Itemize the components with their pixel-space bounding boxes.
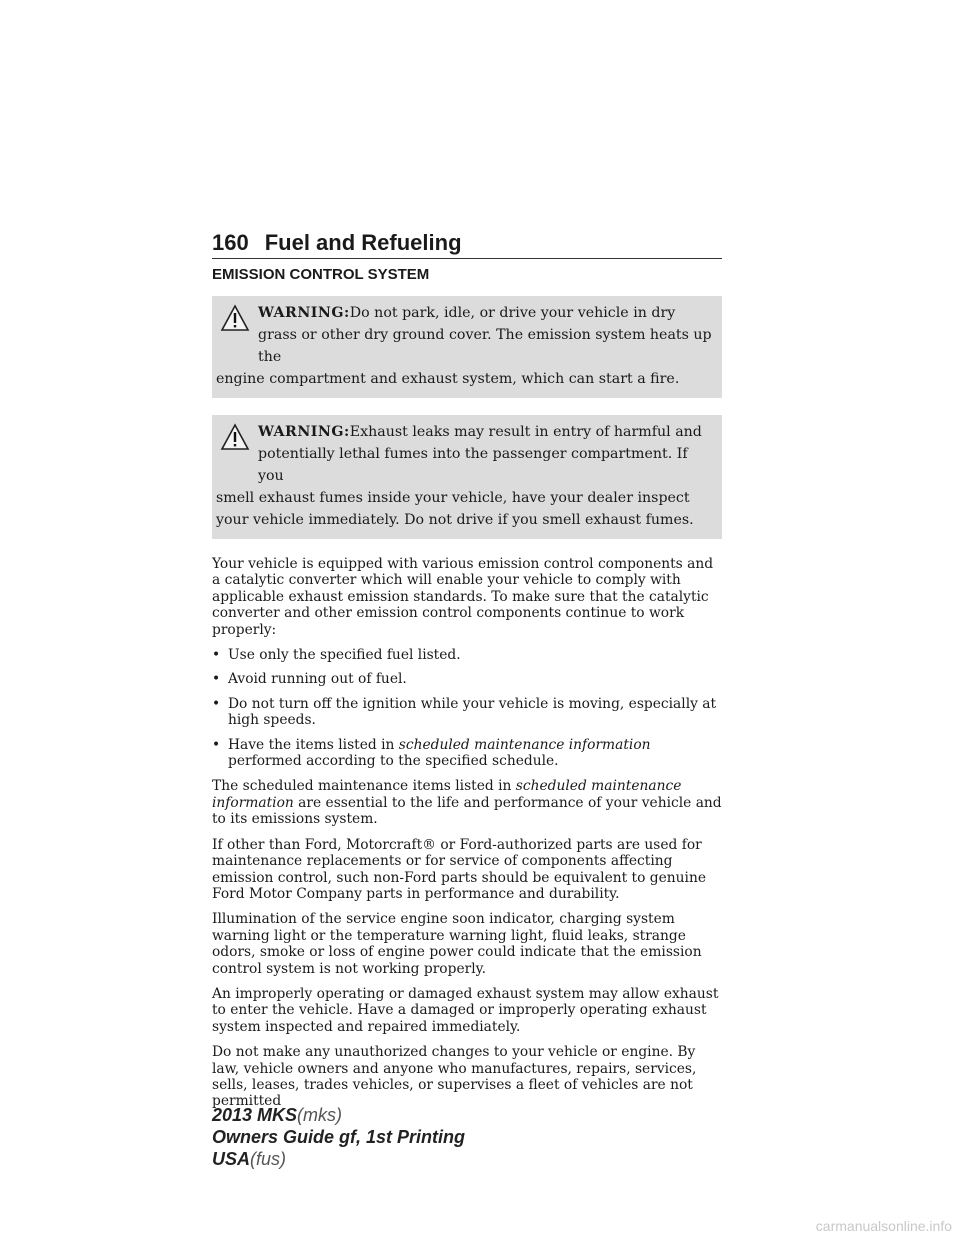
warning-text-rest: smell exhaust fumes inside your vehicle, have your dealer inspect your vehicle immediately. Do not drive if you smell exhaust fumes. bbox=[216, 490, 694, 528]
page-footer bbox=[212, 1104, 465, 1170]
list-item bbox=[212, 647, 722, 663]
warning-first-lines bbox=[216, 421, 716, 487]
paragraph-text-post: are essential to the life and performance of your vehicle and to its emissions system. bbox=[212, 794, 722, 828]
list-item-text: Avoid running out of fuel. bbox=[228, 671, 407, 688]
list-item-text-post: performed according to the specified schedule. bbox=[228, 753, 559, 770]
list-item bbox=[212, 737, 722, 770]
scheduled-maintenance-paragraph bbox=[212, 778, 722, 827]
footer-market-code: (fus) bbox=[250, 1149, 287, 1169]
bullet-icon: • bbox=[212, 671, 221, 688]
footer-model: 2013 MKS bbox=[212, 1105, 298, 1125]
warning-triangle-icon bbox=[220, 423, 250, 451]
page-header bbox=[212, 230, 722, 259]
section-title: EMISSION CONTROL SYSTEM bbox=[212, 266, 430, 283]
page-number: 160 bbox=[212, 230, 249, 255]
warning-text-first: Exhaust leaks may result in entry of harmful and potentially lethal fumes into the passenger compartment. If you bbox=[258, 424, 702, 484]
list-item-text-italic: scheduled maintenance information bbox=[398, 736, 651, 753]
bullet-list bbox=[212, 647, 722, 769]
list-item-text: Do not turn off the ignition while your vehicle is moving, especially at high speeds. bbox=[228, 695, 717, 729]
warning-text-rest: engine compartment and exhaust system, which can start a fire. bbox=[216, 371, 680, 387]
footer-market: USA bbox=[212, 1149, 251, 1169]
watermark: carmanualsonline.info bbox=[815, 1218, 952, 1234]
footer-line bbox=[212, 1104, 465, 1126]
bullet-icon: • bbox=[212, 736, 221, 753]
bullet-icon: • bbox=[212, 695, 221, 712]
footer-model-code: (mks) bbox=[297, 1105, 343, 1125]
list-item-text-pre: Have the items listed in bbox=[228, 736, 399, 753]
footer-line bbox=[212, 1148, 465, 1170]
footer-guide: Owners Guide gf, 1st Printing bbox=[212, 1127, 466, 1147]
warning-label: WARNING: bbox=[258, 305, 350, 321]
list-item bbox=[212, 696, 722, 729]
list-item bbox=[212, 671, 722, 687]
page-content bbox=[212, 230, 722, 1119]
warning-first-lines bbox=[216, 302, 716, 368]
body-paragraph: Do not make any unauthorized changes to your vehicle or engine. By law, vehicle owners and anyone who manufactures, repairs, services, sells, leases, trades vehicles, or supervises a fleet of vehicles are not permitted bbox=[212, 1044, 697, 1110]
list-item-text: Use only the specified fuel listed. bbox=[228, 647, 461, 664]
footer-line bbox=[212, 1126, 465, 1148]
chapter-title: Fuel and Refueling bbox=[264, 230, 462, 255]
body-paragraph: If other than Ford, Motorcraft® or Ford-authorized parts are used for maintenance replacements or for service of components affecting emission control, such non-Ford parts should be equivalent to genuine Ford Motor Company parts in performance and durability. bbox=[212, 836, 707, 902]
warning-box bbox=[212, 296, 722, 398]
warning-text-first: Do not park, idle, or drive your vehicle in dry grass or other dry ground cover. The emission system heats up the bbox=[258, 305, 712, 365]
warning-box bbox=[212, 415, 722, 539]
body-paragraph: An improperly operating or damaged exhaust system may allow exhaust to enter the vehicle. Have a damaged or improperly operating exhaust system inspected and repaired immediately. bbox=[212, 985, 719, 1035]
warning-label: WARNING: bbox=[258, 424, 350, 440]
paragraph-text-italic: scheduled maintenance information bbox=[212, 778, 682, 811]
warning-triangle-icon bbox=[220, 304, 250, 332]
paragraph-text-pre: The scheduled maintenance items listed in bbox=[212, 778, 516, 795]
intro-paragraph: Your vehicle is equipped with various emission control components and a catalytic converter which will enable your vehicle to comply with applicable exhaust emission standards. To make sure that the catalytic converter and other emission control components continue to work properly: bbox=[212, 556, 714, 638]
bullet-icon: • bbox=[212, 647, 221, 664]
body-paragraph: Illumination of the service engine soon indicator, charging system warning light or the temperature warning light, fluid leaks, strange odors, smoke or loss of engine power could indicate that the emission control system is not working properly. bbox=[212, 911, 702, 977]
